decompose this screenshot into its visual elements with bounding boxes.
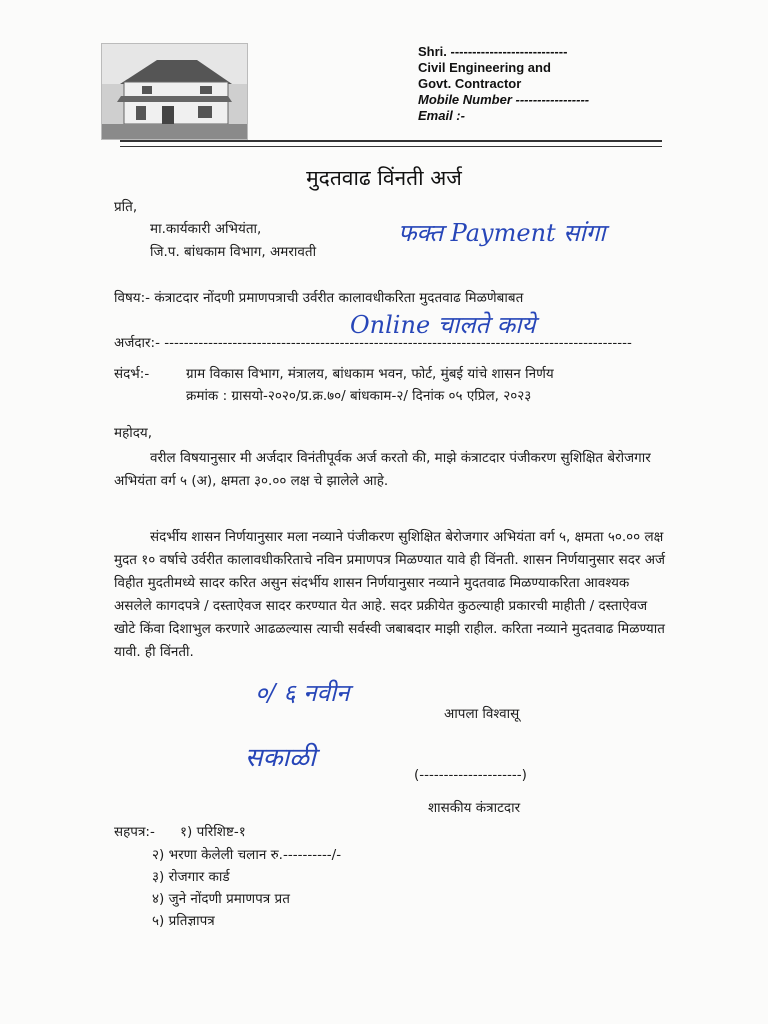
contact-line3: Govt. Contractor [418, 76, 522, 91]
handwritten-note-time: सकाळी [245, 743, 316, 773]
enclosure-item: ४) जुने नोंदणी प्रमाणपत्र प्रत [152, 891, 290, 907]
handwritten-note-online: Online चालते काये [350, 311, 536, 339]
recipient-line2: जि.प. बांधकाम विभाग, अमरावती [150, 244, 317, 260]
house-logo [101, 43, 248, 140]
enclosure-item: ५) प्रतिज्ञापत्र [152, 913, 215, 929]
salutation: महोदय, [114, 425, 153, 441]
header-rule-top [120, 140, 662, 142]
paragraph-1: वरील विषयानुसार मी अर्जदार विनंतीपूर्वक अर्ज करतो की, माझे कंत्राटदार पंजीकरण सुशिक्षित बेरोजगार अभियंता वर्ग ५ (अ), क्षमता ३०.०० लक्ष चे झालेले आहे. [114, 450, 651, 489]
handwritten-note-date: ०/ ६ नवीन [255, 679, 350, 707]
contact-shri: Shri. --------------------------- [418, 44, 568, 59]
document-title: मुदतवाढ विंनती अर्ज [306, 166, 462, 190]
enclosure-item: ३) रोजगार कार्ड [152, 869, 230, 885]
subject-line: विषय:- कंत्राटदार नोंदणी प्रमाणपत्राची उर्वरीत कालावधीकरिता मुदतवाढ मिळणेबाबत [114, 290, 524, 306]
enclosure-item: १) परिशिष्ट-१ [180, 824, 246, 840]
paragraph-2: संदर्भीय शासन निर्णयानुसार मला नव्याने पंजीकरण सुशिक्षित बेरोजगार अभियंता वर्ग ५, क्षमता ५०.०० लक्ष मुदत १० वर्षाचे उर्वरीत कालावधीकरिताचे नविन प्रमाणपत्र मिळण्यात यावे ही विंनती. शासन निर्णयानुसार सदर अर्ज विहीत मुदतीमध्ये सादर करित असुन संदर्भीय शासन निर्णयानुसार नव्याने मुदतवाढ मिळण्याकरिता आवश्यक असलेले कागदपत्रे / दस्ताऐवज सादर करण्यात येत आहे. सदर प्रक्रीयेत कुठल्याही प्रकारची माहीती / दस्ताऐवज खोटे किंवा दिशाभुल करणारे आढळल्यास त्याची सर्वस्वी जबाबदार माझी राहील. करिता नव्याने मुदतवाढ मिळण्यात यावी. ही विंनती. [114, 529, 666, 660]
enclosure-item: २) भरणा केलेली चलान रु.----------/- [152, 847, 342, 863]
recipient-line1: मा.कार्यकारी अभियंता, [150, 221, 262, 237]
reference-line1: ग्राम विकास विभाग, मंत्रालय, बांधकाम भवन, फोर्ट, मुंबई यांचे शासन निर्णय [186, 366, 554, 382]
recipient-prati: प्रति, [114, 199, 138, 215]
closing-yours: आपला विश्वासू [444, 706, 520, 722]
handwritten-note-payment: फक्त Payment सांगा [398, 219, 606, 247]
letterhead-contact [418, 44, 589, 124]
contact-line2: Civil Engineering and [418, 60, 551, 75]
header-rule-bottom [120, 146, 662, 147]
reference-line2: क्रमांक : ग्रासयो-२०२०/प्र.क्र.७०/ बांधकाम-२/ दिनांक ०५ एप्रिल, २०२३ [186, 388, 532, 404]
reference-label: संदर्भ:- [114, 366, 150, 382]
applicant-line: अर्जदार:- ------------------------------------------------------------------------------------------------ [114, 335, 632, 351]
signature-line: (---------------------) [414, 767, 527, 783]
contact-email: Email :- [418, 108, 465, 123]
contact-mobile: Mobile Number ----------------- [418, 92, 590, 107]
signatory-designation: शासकीय कंत्राटदार [428, 800, 521, 816]
enclosures-label: सहपत्र:- [114, 824, 155, 840]
